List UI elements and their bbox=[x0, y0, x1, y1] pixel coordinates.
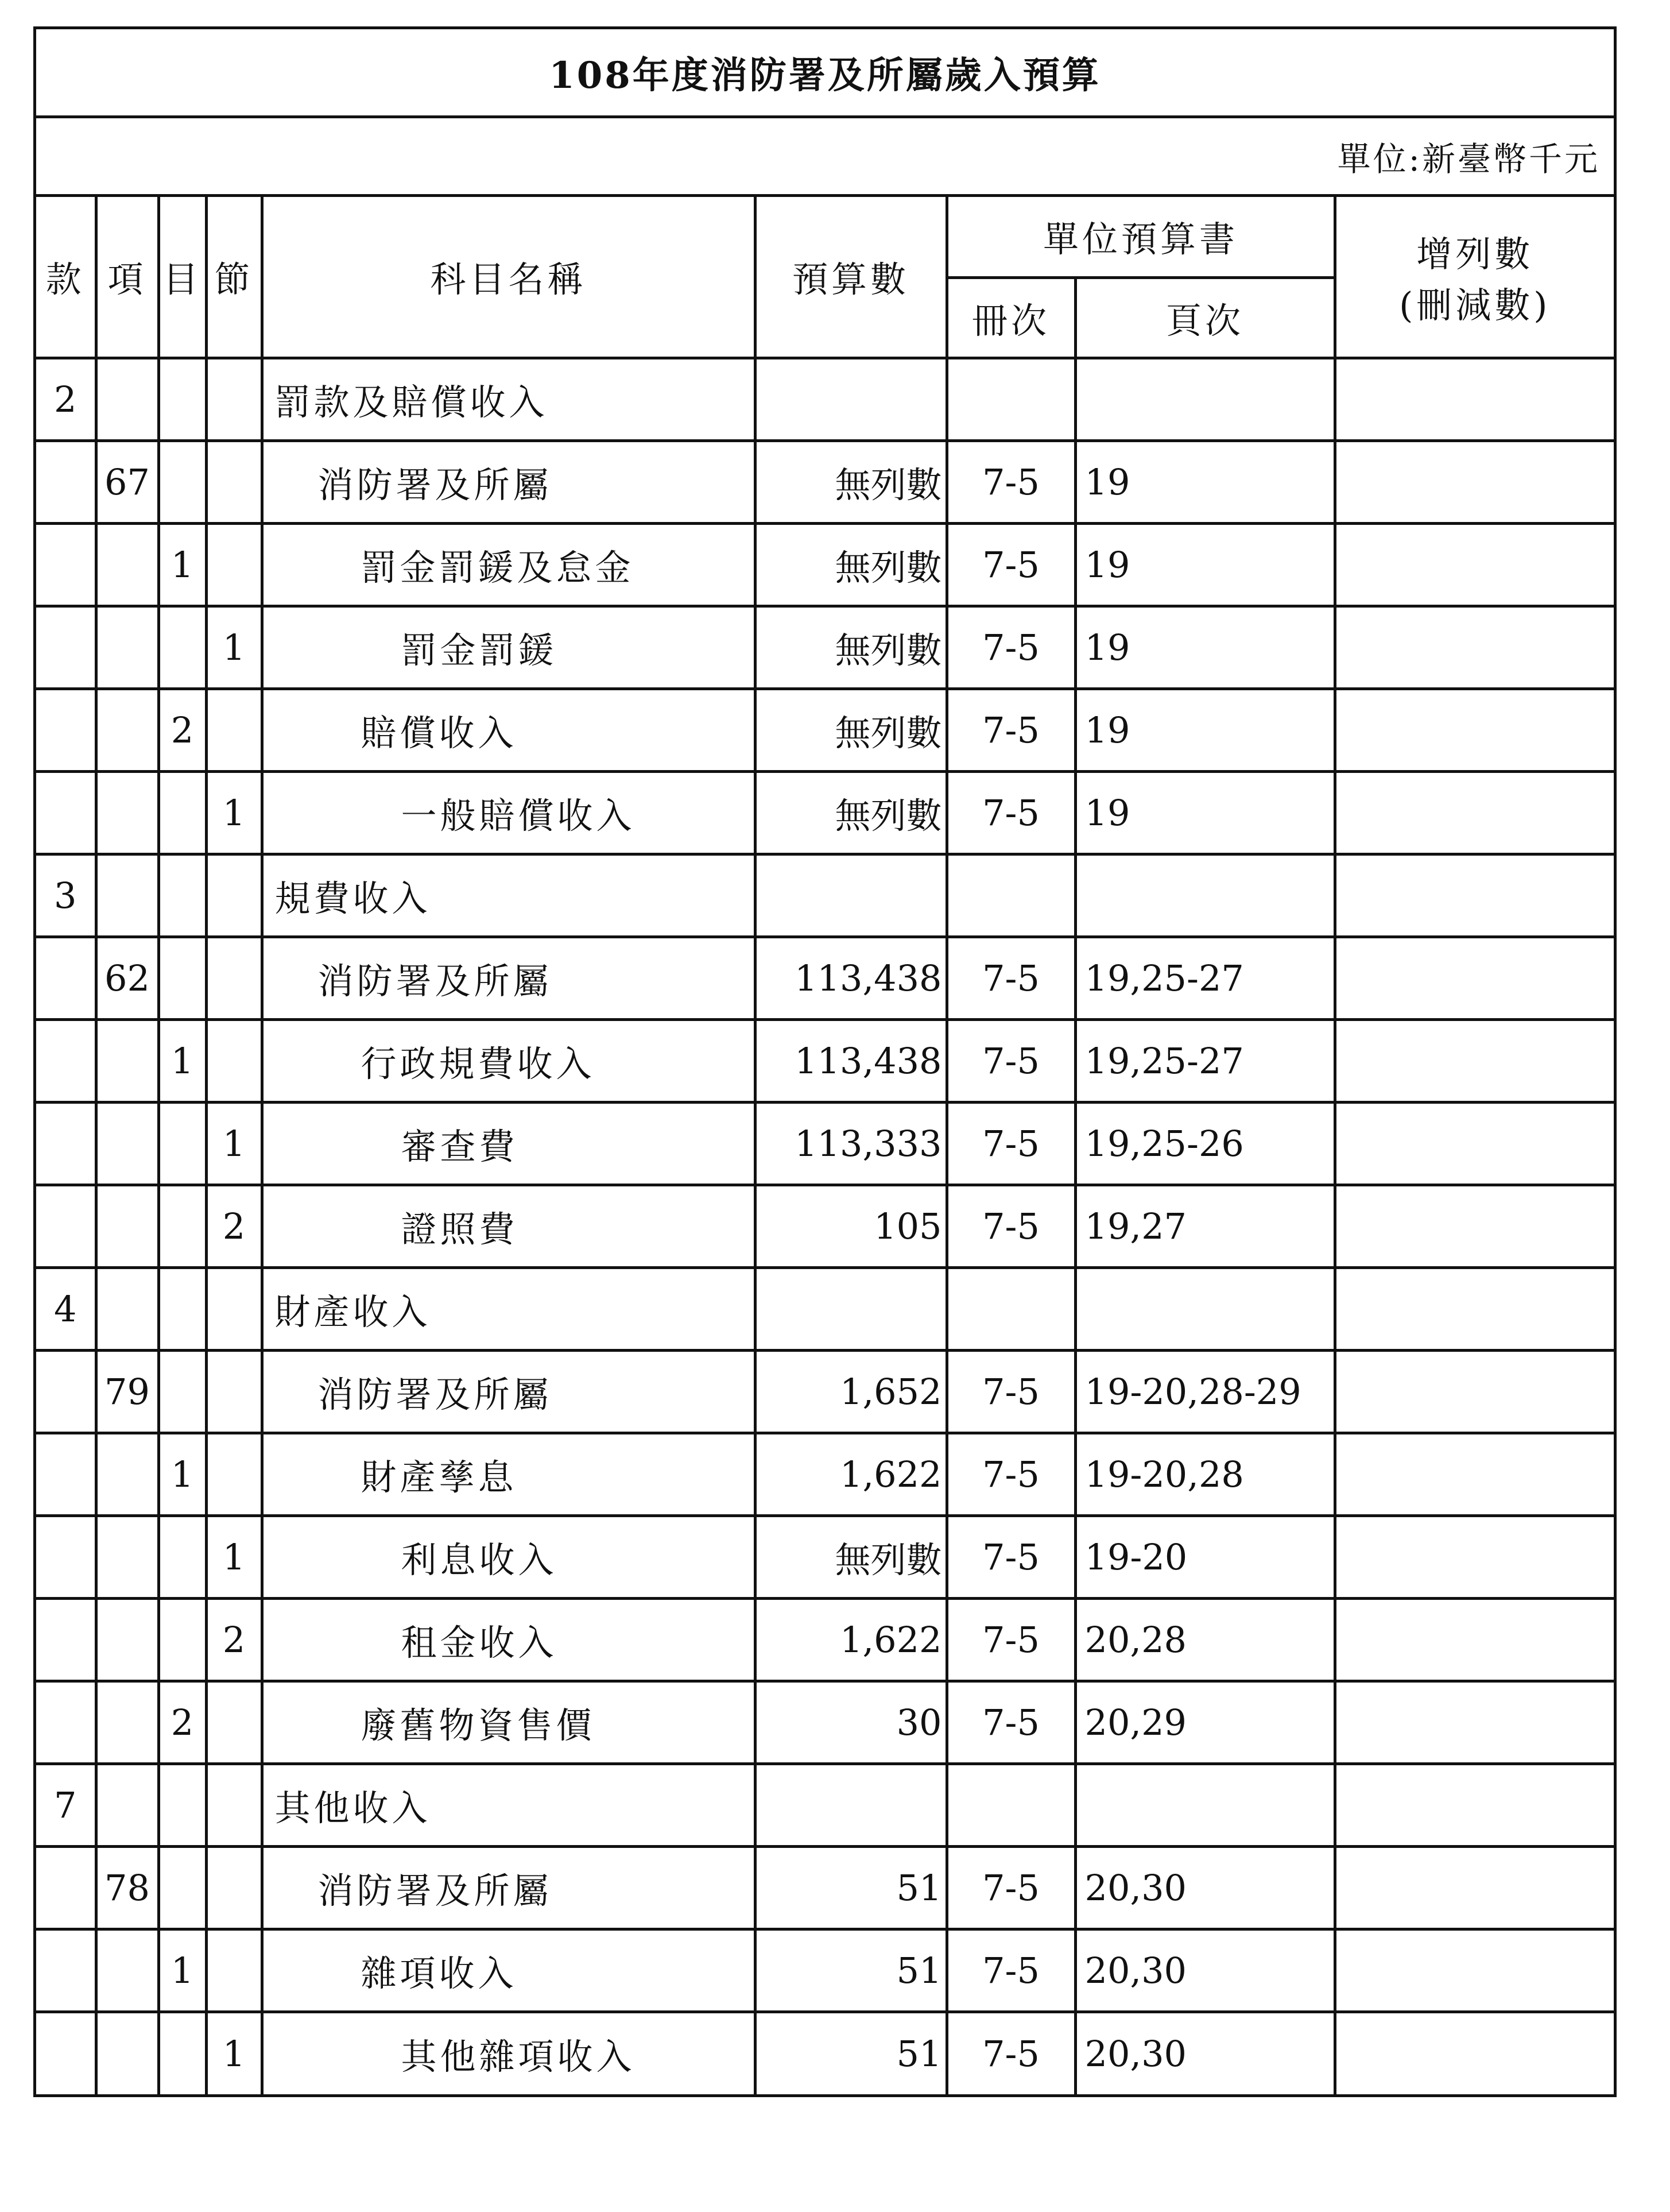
cell-mu: 1 bbox=[158, 523, 206, 606]
cell-item-name: 消防署及所屬 bbox=[262, 1350, 755, 1433]
cell-budget-amount: 1,652 bbox=[755, 1350, 947, 1433]
cell-volume: 7-5 bbox=[947, 689, 1075, 771]
budget-table bbox=[36, 197, 1614, 2094]
cell-jie: 2 bbox=[206, 1598, 262, 1681]
cell-page: 19 bbox=[1075, 606, 1335, 689]
cell-xiang bbox=[96, 1681, 158, 1764]
cell-jie bbox=[206, 523, 262, 606]
header-adjustment-line2: (刪減數) bbox=[1399, 284, 1551, 326]
cell-jie: 1 bbox=[206, 606, 262, 689]
cell-xiang bbox=[96, 1433, 158, 1515]
table-row bbox=[36, 523, 1614, 606]
cell-volume: 7-5 bbox=[947, 937, 1075, 1019]
cell-budget-amount bbox=[755, 1764, 947, 1846]
cell-budget-amount: 51 bbox=[755, 1846, 947, 1929]
cell-volume: 7-5 bbox=[947, 1598, 1075, 1681]
cell-budget-amount: 無列數 bbox=[755, 523, 947, 606]
cell-mu bbox=[158, 606, 206, 689]
cell-budget-amount: 1,622 bbox=[755, 1598, 947, 1681]
header-volume: 冊次 bbox=[947, 277, 1075, 358]
cell-xiang bbox=[96, 689, 158, 771]
cell-jie: 1 bbox=[206, 1515, 262, 1598]
cell-mu bbox=[158, 1350, 206, 1433]
cell-volume: 7-5 bbox=[947, 1681, 1075, 1764]
table-row bbox=[36, 1267, 1614, 1350]
cell-budget-amount: 113,438 bbox=[755, 1019, 947, 1102]
cell-adjustment bbox=[1335, 523, 1614, 606]
cell-adjustment bbox=[1335, 937, 1614, 1019]
cell-kuan: 2 bbox=[36, 358, 96, 440]
cell-mu bbox=[158, 771, 206, 854]
cell-page bbox=[1075, 1267, 1335, 1350]
cell-mu bbox=[158, 1267, 206, 1350]
cell-mu bbox=[158, 1598, 206, 1681]
cell-budget-amount: 30 bbox=[755, 1681, 947, 1764]
cell-adjustment bbox=[1335, 689, 1614, 771]
cell-xiang bbox=[96, 1764, 158, 1846]
cell-page: 19,25-27 bbox=[1075, 1019, 1335, 1102]
cell-jie bbox=[206, 1267, 262, 1350]
header-page: 頁次 bbox=[1075, 277, 1335, 358]
cell-budget-amount: 無列數 bbox=[755, 440, 947, 523]
cell-volume: 7-5 bbox=[947, 1433, 1075, 1515]
cell-page: 19 bbox=[1075, 689, 1335, 771]
cell-item-name: 其他收入 bbox=[262, 1764, 755, 1846]
table-row bbox=[36, 358, 1614, 440]
cell-budget-amount bbox=[755, 1267, 947, 1350]
cell-page: 19-20,28 bbox=[1075, 1433, 1335, 1515]
table-row bbox=[36, 937, 1614, 1019]
unit-row bbox=[36, 118, 1614, 197]
cell-kuan bbox=[36, 1185, 96, 1267]
cell-budget-amount: 無列數 bbox=[755, 689, 947, 771]
cell-volume: 7-5 bbox=[947, 606, 1075, 689]
cell-xiang bbox=[96, 1019, 158, 1102]
cell-item-name: 財產孳息 bbox=[262, 1433, 755, 1515]
cell-kuan bbox=[36, 606, 96, 689]
cell-kuan bbox=[36, 523, 96, 606]
cell-jie: 1 bbox=[206, 771, 262, 854]
cell-budget-amount: 105 bbox=[755, 1185, 947, 1267]
cell-xiang bbox=[96, 1598, 158, 1681]
cell-kuan bbox=[36, 1433, 96, 1515]
header-mu: 目 bbox=[158, 197, 206, 358]
cell-kuan bbox=[36, 1846, 96, 1929]
cell-item-name: 罰金罰鍰 bbox=[262, 606, 755, 689]
cell-kuan bbox=[36, 1681, 96, 1764]
cell-item-name: 審查費 bbox=[262, 1102, 755, 1185]
cell-adjustment bbox=[1335, 606, 1614, 689]
table-row bbox=[36, 1929, 1614, 2012]
cell-xiang: 67 bbox=[96, 440, 158, 523]
cell-xiang bbox=[96, 1929, 158, 2012]
cell-kuan bbox=[36, 1102, 96, 1185]
cell-kuan bbox=[36, 440, 96, 523]
cell-page: 20,30 bbox=[1075, 2012, 1335, 2094]
cell-page: 19 bbox=[1075, 440, 1335, 523]
cell-kuan bbox=[36, 2012, 96, 2094]
cell-mu: 2 bbox=[158, 689, 206, 771]
cell-jie: 1 bbox=[206, 1102, 262, 1185]
table-row bbox=[36, 1598, 1614, 1681]
budget-sheet bbox=[33, 26, 1617, 2097]
cell-page: 20,30 bbox=[1075, 1929, 1335, 2012]
table-row bbox=[36, 1102, 1614, 1185]
cell-page: 19-20 bbox=[1075, 1515, 1335, 1598]
cell-volume: 7-5 bbox=[947, 1102, 1075, 1185]
header-xiang: 項 bbox=[96, 197, 158, 358]
cell-jie bbox=[206, 1350, 262, 1433]
cell-jie bbox=[206, 1929, 262, 2012]
cell-item-name: 利息收入 bbox=[262, 1515, 755, 1598]
cell-kuan bbox=[36, 937, 96, 1019]
cell-adjustment bbox=[1335, 1185, 1614, 1267]
cell-xiang bbox=[96, 2012, 158, 2094]
cell-mu bbox=[158, 440, 206, 523]
cell-volume: 7-5 bbox=[947, 1019, 1075, 1102]
cell-volume: 7-5 bbox=[947, 1515, 1075, 1598]
cell-kuan bbox=[36, 1515, 96, 1598]
cell-volume bbox=[947, 854, 1075, 937]
table-row bbox=[36, 1019, 1614, 1102]
cell-item-name: 規費收入 bbox=[262, 854, 755, 937]
cell-mu: 1 bbox=[158, 1433, 206, 1515]
cell-item-name: 行政規費收入 bbox=[262, 1019, 755, 1102]
cell-kuan bbox=[36, 1350, 96, 1433]
cell-volume: 7-5 bbox=[947, 523, 1075, 606]
cell-adjustment bbox=[1335, 440, 1614, 523]
cell-adjustment bbox=[1335, 2012, 1614, 2094]
cell-item-name: 租金收入 bbox=[262, 1598, 755, 1681]
cell-xiang bbox=[96, 771, 158, 854]
cell-item-name: 一般賠償收入 bbox=[262, 771, 755, 854]
cell-budget-amount: 51 bbox=[755, 2012, 947, 2094]
cell-adjustment bbox=[1335, 1350, 1614, 1433]
cell-adjustment bbox=[1335, 1681, 1614, 1764]
cell-kuan bbox=[36, 689, 96, 771]
cell-mu bbox=[158, 358, 206, 440]
cell-mu bbox=[158, 937, 206, 1019]
cell-kuan bbox=[36, 1929, 96, 2012]
cell-jie bbox=[206, 358, 262, 440]
cell-adjustment bbox=[1335, 854, 1614, 937]
cell-item-name: 廢舊物資售價 bbox=[262, 1681, 755, 1764]
cell-volume bbox=[947, 1764, 1075, 1846]
cell-item-name: 財產收入 bbox=[262, 1267, 755, 1350]
cell-adjustment bbox=[1335, 1764, 1614, 1846]
cell-item-name: 其他雜項收入 bbox=[262, 2012, 755, 2094]
header-kuan: 款 bbox=[36, 197, 96, 358]
cell-jie: 2 bbox=[206, 1185, 262, 1267]
cell-kuan bbox=[36, 771, 96, 854]
cell-xiang bbox=[96, 1267, 158, 1350]
cell-xiang bbox=[96, 606, 158, 689]
cell-jie bbox=[206, 854, 262, 937]
cell-xiang bbox=[96, 1102, 158, 1185]
budget-table-body bbox=[36, 358, 1614, 2094]
page-title: 108年度消防署及所屬歲入預算 bbox=[36, 29, 1614, 118]
header-jie: 節 bbox=[206, 197, 262, 358]
header-budget-amount: 預算數 bbox=[755, 197, 947, 358]
cell-mu bbox=[158, 1185, 206, 1267]
cell-xiang bbox=[96, 1515, 158, 1598]
header-adjustment-line1: 增列數 bbox=[1416, 233, 1534, 275]
cell-adjustment bbox=[1335, 1433, 1614, 1515]
cell-item-name: 罰金罰鍰及怠金 bbox=[262, 523, 755, 606]
cell-page: 19 bbox=[1075, 523, 1335, 606]
table-row bbox=[36, 1846, 1614, 1929]
table-row bbox=[36, 689, 1614, 771]
header-item-name: 科目名稱 bbox=[262, 197, 755, 358]
cell-xiang bbox=[96, 854, 158, 937]
cell-xiang: 62 bbox=[96, 937, 158, 1019]
cell-page: 20,30 bbox=[1075, 1846, 1335, 1929]
cell-kuan: 7 bbox=[36, 1764, 96, 1846]
cell-item-name: 雜項收入 bbox=[262, 1929, 755, 2012]
cell-jie bbox=[206, 1764, 262, 1846]
cell-mu bbox=[158, 854, 206, 937]
cell-budget-amount: 無列數 bbox=[755, 606, 947, 689]
cell-kuan bbox=[36, 1019, 96, 1102]
cell-volume bbox=[947, 1267, 1075, 1350]
cell-xiang: 79 bbox=[96, 1350, 158, 1433]
cell-page: 20,29 bbox=[1075, 1681, 1335, 1764]
cell-jie bbox=[206, 1019, 262, 1102]
cell-budget-amount bbox=[755, 854, 947, 937]
cell-volume: 7-5 bbox=[947, 771, 1075, 854]
cell-adjustment bbox=[1335, 1019, 1614, 1102]
cell-kuan: 3 bbox=[36, 854, 96, 937]
table-row bbox=[36, 2012, 1614, 2094]
cell-budget-amount: 113,333 bbox=[755, 1102, 947, 1185]
cell-volume: 7-5 bbox=[947, 1350, 1075, 1433]
cell-kuan: 4 bbox=[36, 1267, 96, 1350]
cell-item-name: 消防署及所屬 bbox=[262, 1846, 755, 1929]
cell-xiang bbox=[96, 1185, 158, 1267]
cell-adjustment bbox=[1335, 1102, 1614, 1185]
table-row bbox=[36, 1350, 1614, 1433]
cell-page bbox=[1075, 358, 1335, 440]
cell-mu bbox=[158, 1846, 206, 1929]
cell-jie bbox=[206, 937, 262, 1019]
header-unit-budget-book: 單位預算書 bbox=[947, 197, 1335, 277]
header-adjustment bbox=[1335, 197, 1614, 358]
cell-budget-amount: 無列數 bbox=[755, 1515, 947, 1598]
cell-jie bbox=[206, 1681, 262, 1764]
cell-jie bbox=[206, 689, 262, 771]
cell-item-name: 賠償收入 bbox=[262, 689, 755, 771]
cell-page bbox=[1075, 1764, 1335, 1846]
cell-volume: 7-5 bbox=[947, 440, 1075, 523]
unit-label: 單位:新臺幣千元 bbox=[1337, 140, 1600, 179]
cell-mu bbox=[158, 1102, 206, 1185]
cell-item-name: 消防署及所屬 bbox=[262, 937, 755, 1019]
cell-adjustment bbox=[1335, 1267, 1614, 1350]
cell-page: 20,28 bbox=[1075, 1598, 1335, 1681]
cell-volume: 7-5 bbox=[947, 2012, 1075, 2094]
cell-adjustment bbox=[1335, 358, 1614, 440]
cell-xiang bbox=[96, 523, 158, 606]
cell-mu: 2 bbox=[158, 1681, 206, 1764]
table-row bbox=[36, 1515, 1614, 1598]
table-row bbox=[36, 440, 1614, 523]
cell-volume: 7-5 bbox=[947, 1846, 1075, 1929]
cell-item-name: 消防署及所屬 bbox=[262, 440, 755, 523]
cell-volume: 7-5 bbox=[947, 1185, 1075, 1267]
cell-adjustment bbox=[1335, 1929, 1614, 2012]
table-row bbox=[36, 771, 1614, 854]
cell-jie bbox=[206, 1433, 262, 1515]
cell-page: 19,25-26 bbox=[1075, 1102, 1335, 1185]
cell-budget-amount: 無列數 bbox=[755, 771, 947, 854]
table-row bbox=[36, 606, 1614, 689]
cell-mu bbox=[158, 1515, 206, 1598]
cell-jie bbox=[206, 440, 262, 523]
cell-budget-amount bbox=[755, 358, 947, 440]
cell-xiang: 78 bbox=[96, 1846, 158, 1929]
cell-volume: 7-5 bbox=[947, 1929, 1075, 2012]
cell-budget-amount: 1,622 bbox=[755, 1433, 947, 1515]
cell-adjustment bbox=[1335, 1598, 1614, 1681]
table-row bbox=[36, 1433, 1614, 1515]
table-row bbox=[36, 854, 1614, 937]
cell-kuan bbox=[36, 1598, 96, 1681]
table-row bbox=[36, 1681, 1614, 1764]
cell-page bbox=[1075, 854, 1335, 937]
cell-jie: 1 bbox=[206, 2012, 262, 2094]
cell-page: 19,27 bbox=[1075, 1185, 1335, 1267]
cell-adjustment bbox=[1335, 1515, 1614, 1598]
cell-page: 19-20,28-29 bbox=[1075, 1350, 1335, 1433]
cell-mu: 1 bbox=[158, 1929, 206, 2012]
cell-xiang bbox=[96, 358, 158, 440]
cell-volume bbox=[947, 358, 1075, 440]
cell-adjustment bbox=[1335, 1846, 1614, 1929]
cell-mu: 1 bbox=[158, 1019, 206, 1102]
cell-jie bbox=[206, 1846, 262, 1929]
cell-adjustment bbox=[1335, 771, 1614, 854]
cell-budget-amount: 51 bbox=[755, 1929, 947, 2012]
table-row bbox=[36, 1185, 1614, 1267]
cell-mu bbox=[158, 1764, 206, 1846]
cell-mu bbox=[158, 2012, 206, 2094]
cell-item-name: 證照費 bbox=[262, 1185, 755, 1267]
table-row bbox=[36, 1764, 1614, 1846]
cell-budget-amount: 113,438 bbox=[755, 937, 947, 1019]
cell-page: 19,25-27 bbox=[1075, 937, 1335, 1019]
cell-item-name: 罰款及賠償收入 bbox=[262, 358, 755, 440]
cell-page: 19 bbox=[1075, 771, 1335, 854]
